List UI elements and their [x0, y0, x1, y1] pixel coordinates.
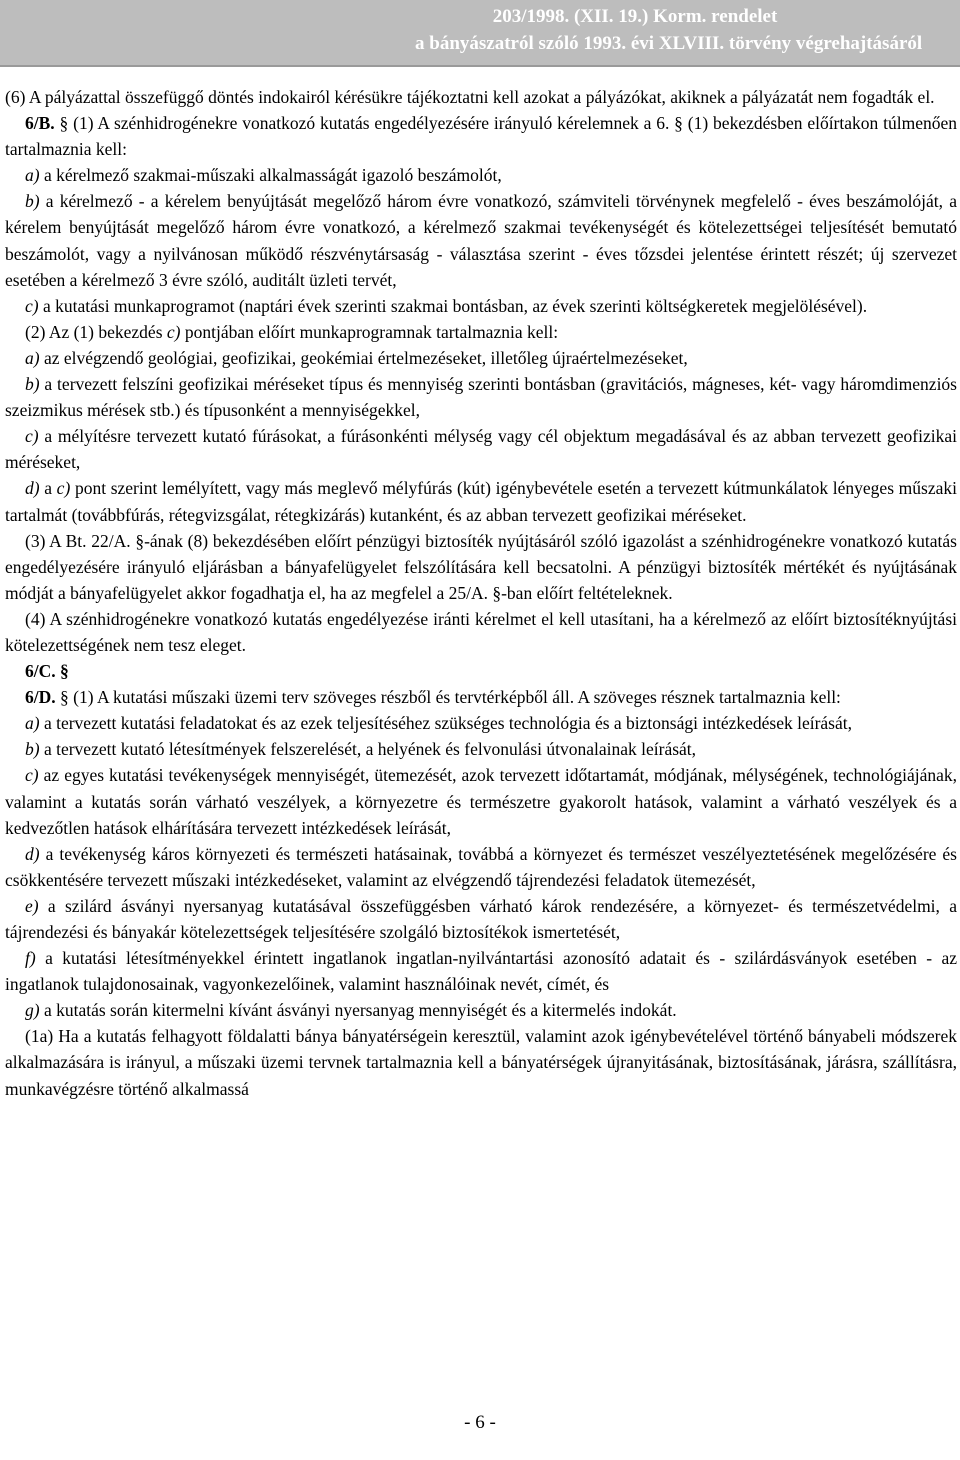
page-number: - 6 - — [464, 1412, 496, 1433]
list-item-e: e) a szilárd ásványi nyersanyag kutatásával összefüggésben várható károk rendezésére, a környezet- és természetvédelmi, a tájrendezési és bányakár kötelezettségek teljesítésére szolgáló biztosítékok ismertetését, — [5, 895, 957, 942]
list-item-c: c) a mélyítésre tervezett kutató fúrásokat, a fúrásonkénti mélység vagy cél objektum megadásával és az abban tervezett geofizikai méréseket, — [5, 426, 957, 473]
list-item-c: c) a kutatási munkaprogramot (naptári évek szerinti szakmai bontásban, az évek szerinti költségkeretek megjelölésével). — [25, 295, 868, 316]
section-number: 6/B. — [25, 113, 55, 134]
list-item-d: d) a c) pont szerint lemélyített, vagy más meglevő mélyfúrás (kút) igénybevétele esetén a tervezett kútmunkálatok lényeges műszaki tartalmát (továbbfúrás, rétegvizsgálat, rétegkizárás) kutanként, és az abban tervezett geofizikai méréseket. — [5, 478, 957, 525]
header-rule — [0, 65, 960, 67]
page-header — [0, 0, 960, 67]
paragraph-1a: (1a) Ha a kutatás felhagyott földalatti bánya bányatérségein keresztül, valamint azok igénybevételével történő bányabeli módszerek alkalmazására is irányul, a műszaki üzemi tervnek tartalmaznia kell a bányatérségek újranyitásának, biztosításának, járásra, szállításra, munkavégzésre történő alkalmassá — [5, 1026, 957, 1099]
section-6d-heading: 6/D. § (1) A kutatási műszaki üzemi terv szöveges részből és tervtérképből áll. A szöveges résznek tartalmaznia kell: — [25, 687, 841, 708]
section-6c-heading: 6/C. § — [25, 661, 69, 682]
list-item-c: c) az egyes kutatási tevékenységek mennyiségét, ütemezését, azok tervezett időtartamát, módjának, mélységének, technológiájának, valamint a kutatás során várható veszélyek, a környezetre és természetre gyakorolt hatások, valamint a várható veszélyek és a kedvezőtlen hatások elhárítására tervezett intézkedések leírását, — [5, 765, 957, 838]
list-item-a: a) a tervezett kutatási feladatokat és az ezek teljesítéséhez szükséges technológia és a biztonsági intézkedések leírását, — [25, 713, 852, 734]
paragraph-3: (3) A Bt. 22/A. §-ának (8) bekezdésében előírt pénzügyi biztosíték nyújtásáról szóló igazolást a szénhidrogénekre vonatkozó kutatás engedélyezésére irányuló eljárásban a bányafelügyelet felszólítására kell becsatolni. A pénzügyi biztosíték mértékét és nyújtásának módját a bányafelügyelet akkor fogadhatja el, ha az megfelel a 25/A. §-ban előírt feltételeknek. — [5, 530, 957, 603]
paragraph-6-6: (6) A pályázattal összefüggő döntés indokairól kérésükre tájékoztatni kell azokat a pályázókat, akiknek a pályázatát nem fogadták el. — [5, 87, 935, 107]
list-item-b: b) a tervezett kutató létesítmények felszerelését, a helyének és felvonulási útvonalainak leírását, — [25, 739, 697, 760]
list-item-g: g) a kutatás során kitermelni kívánt ásványi nyersanyag mennyiségét és a kitermelés indokát. — [25, 1000, 677, 1021]
document-body — [5, 84, 957, 1102]
list-item-a: a) a kérelmező szakmai-műszaki alkalmasságát igazoló beszámolót, — [25, 165, 502, 186]
list-item-f: f) a kutatási létesítményekkel érintett ingatlanok ingatlan-nyilvántartási azonosító adatait és - szilárdásványok esetében - az ingatlanok tulajdonosainak, vagyonkezelőinek, valamint használóinak nevét, címét, és — [5, 948, 957, 995]
paragraph-2: (2) Az (1) bekezdés c) pontjában előírt munkaprogramnak tartalmaznia kell: — [25, 321, 559, 342]
section-6b-heading: 6/B. § (1) A szénhidrogénekre vonatkozó kutatás engedélyezésére irányuló kérelemnek a 6. § (1) bekezdésben előírtakon túlmenően tartalmaznia kell: — [5, 113, 957, 160]
list-item-d: d) a tevékenység káros környezeti és természeti hatásainak, továbbá a környezet és természet veszélyeztetésének megelőzésére és csökkentésére tervezett műszaki intézkedéseket, valamint az elvégzendő tájrendezési feladatok ütemezését, — [5, 843, 957, 890]
list-item-b: b) a kérelmező - a kérelem benyújtását megelőző három évre vonatkozó, számviteli törvénynek megfelelő - éves beszámolóját, a kérelem benyújtását megelőző három évre vonatkozó, a kérelmező szakmai tevékenységét és kötelezettségei teljesítését bemutató beszámolót, vagy a nyilvánosan működő részvénytársaság - választása szerint - éves tőzsdei jelentése érintett részét; új szervezet esetében a kérelmező 3 évre szóló, auditált üzleti tervét, — [5, 191, 957, 290]
section-number: 6/D. — [25, 687, 56, 708]
list-item-b: b) a tervezett felszíni geofizikai méréseket típus és mennyiség szerinti bontásban (gravitációs, mágneses, két- vagy háromdimenziós szeizmikus mérések stb.) és típusonként a mennyiségekkel, — [5, 374, 957, 421]
header-subtitle: a bányászatról szóló 1993. évi XLVIII. törvény végrehajtásáról — [415, 33, 923, 54]
header-title: 203/1998. (XII. 19.) Korm. rendelet — [492, 6, 778, 27]
paragraph-4: (4) A szénhidrogénekre vonatkozó kutatás engedélyezése iránti kérelmet el kell utasítani, ha a kérelmező az előírt biztosítéknyújtási kötelezettségének nem tesz eleget. — [5, 608, 957, 655]
list-item-a: a) az elvégzendő geológiai, geofizikai, geokémiai értelmezéseket, illetőleg újraértelmezéseket, — [25, 347, 688, 368]
